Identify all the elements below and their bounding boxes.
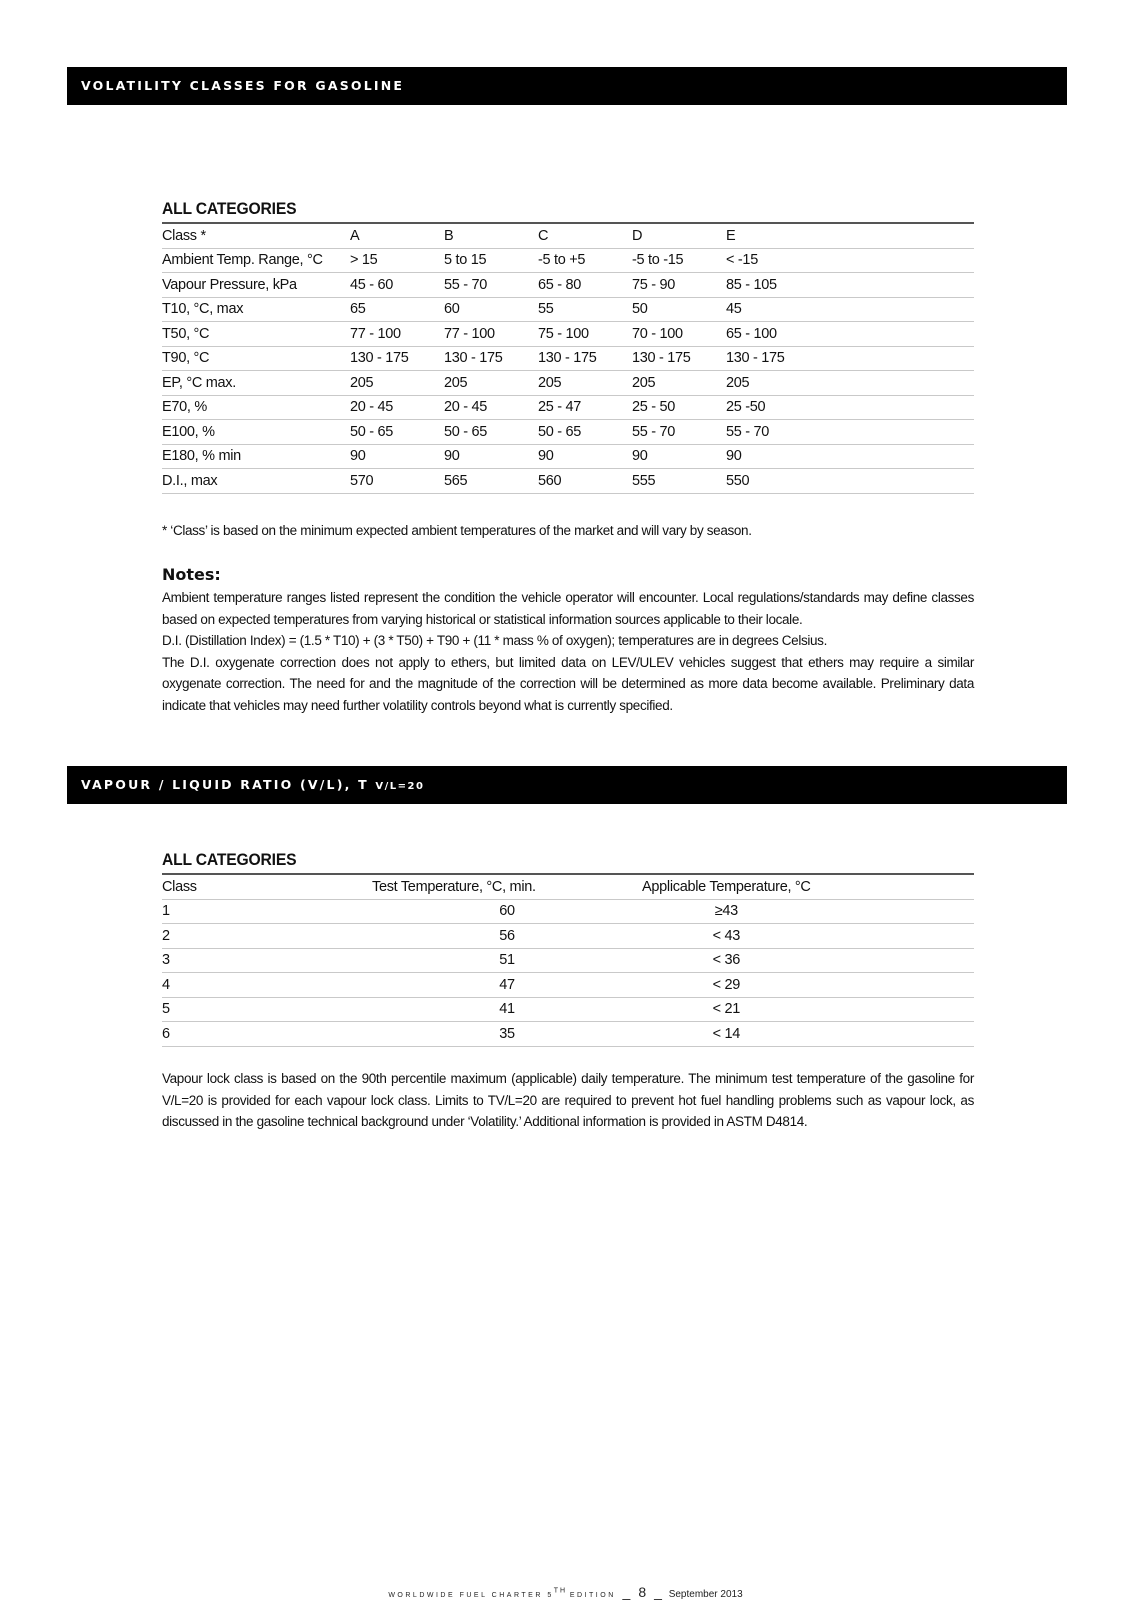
table-cell: 51 [372, 948, 642, 973]
table-cell: 20 - 45 [350, 395, 444, 420]
table-cell: C [538, 223, 632, 248]
table-cell: 90 [632, 444, 726, 469]
section-header-subscript: V/L=20 [375, 781, 425, 792]
table-cell: 90 [350, 444, 444, 469]
table-cell: 70 - 100 [632, 322, 726, 347]
notes-title: Notes: [162, 565, 221, 584]
table-cell: 65 - 80 [538, 273, 632, 298]
table-cell: < -15 [726, 248, 974, 273]
table-row [162, 297, 974, 322]
table-cell: < 29 [642, 973, 811, 998]
table-cell: 205 [538, 371, 632, 396]
table-row [162, 948, 974, 973]
table2-title: ALL CATEGORIES [162, 851, 297, 869]
notes-paragraph: D.I. (Distillation Index) = (1.5 * T10) + (3 * T50) + T90 + (11 * mass % of oxygen); temperatures are in degrees Celsius. [162, 633, 827, 648]
table-cell: 77 - 100 [350, 322, 444, 347]
table-cell: 205 [444, 371, 538, 396]
table-cell: 50 - 65 [350, 420, 444, 445]
table-cell: T50, °C [162, 322, 350, 347]
table-row [162, 1022, 974, 1047]
table-cell: D [632, 223, 726, 248]
table-cell: 3 [162, 948, 372, 973]
table-cell: 41 [372, 997, 642, 1022]
table-cell: 25 -50 [726, 395, 974, 420]
table-cell: 85 - 105 [726, 273, 974, 298]
table-cell: 55 [538, 297, 632, 322]
table-row [162, 322, 974, 347]
table-cell: 56 [372, 924, 642, 949]
table-cell: Class [162, 874, 372, 899]
footer-page-number: 8 [638, 1584, 647, 1600]
footer-edition: EDITION [569, 1592, 616, 1599]
table-cell: 55 - 70 [726, 420, 974, 445]
table-header-row [162, 223, 974, 248]
notes-body [162, 587, 974, 716]
table-cell: > 15 [350, 248, 444, 273]
table-row [162, 924, 974, 949]
table-cell: 555 [632, 469, 726, 494]
footer-date: September 2013 [668, 1589, 743, 1600]
table-cell: 75 - 90 [632, 273, 726, 298]
table-row [162, 444, 974, 469]
table-cell-empty [811, 997, 974, 1022]
table-cell: 50 - 65 [444, 420, 538, 445]
table-row [162, 248, 974, 273]
table-cell: 130 - 175 [538, 346, 632, 371]
table-cell: 130 - 175 [444, 346, 538, 371]
table-cell: 90 [444, 444, 538, 469]
table-cell: 5 to 15 [444, 248, 538, 273]
table-cell-empty [811, 924, 974, 949]
table-cell: E180, % min [162, 444, 350, 469]
table-cell: 55 - 70 [632, 420, 726, 445]
table-cell: Test Temperature, °C, min. [372, 874, 642, 899]
table-cell: -5 to +5 [538, 248, 632, 273]
table-cell: Applicable Temperature, °C [642, 874, 811, 899]
table-cell: 45 - 60 [350, 273, 444, 298]
table-cell: 6 [162, 1022, 372, 1047]
table-cell: 60 [372, 899, 642, 924]
table-cell: E [726, 223, 974, 248]
table-cell: Class * [162, 223, 350, 248]
volatility-classes-table [162, 222, 974, 494]
table-row [162, 395, 974, 420]
section-header-title: VOLATILITY CLASSES FOR GASOLINE [81, 78, 405, 93]
table-cell: ≥43 [642, 899, 811, 924]
table-cell-empty [811, 899, 974, 924]
table-cell: T90, °C [162, 346, 350, 371]
table-row [162, 899, 974, 924]
table-cell: 77 - 100 [444, 322, 538, 347]
table-cell: 130 - 175 [726, 346, 974, 371]
table-cell: E100, % [162, 420, 350, 445]
table-row [162, 469, 974, 494]
section-header-vapour-liquid [67, 766, 1067, 804]
table-cell: 35 [372, 1022, 642, 1047]
table-cell: 130 - 175 [350, 346, 444, 371]
table-cell: 65 [350, 297, 444, 322]
table-cell: 205 [632, 371, 726, 396]
footer-superscript: TH [553, 1587, 568, 1595]
table-row [162, 420, 974, 445]
table-cell: 550 [726, 469, 974, 494]
table-cell: 4 [162, 973, 372, 998]
table-cell: 47 [372, 973, 642, 998]
table-cell: 205 [726, 371, 974, 396]
table-row [162, 371, 974, 396]
table-cell: E70, % [162, 395, 350, 420]
table-cell: 560 [538, 469, 632, 494]
table-cell: 570 [350, 469, 444, 494]
table-cell: < 43 [642, 924, 811, 949]
table-cell: 55 - 70 [444, 273, 538, 298]
table-cell: -5 to -15 [632, 248, 726, 273]
section-header-title: VAPOUR / LIQUID RATIO (V/L), T [81, 777, 376, 792]
table-cell: < 14 [642, 1022, 811, 1047]
notes-paragraph: The D.I. oxygenate correction does not apply to ethers, but limited data on LEV/ULEV vehicles suggest that ethers may require a similar oxygenate correction. The need for and the magnitude of the correction will be determined as more data become available. Preliminary data indicate that vehicles may need further volatility controls beyond what is currently specified. [162, 654, 974, 713]
table-row [162, 973, 974, 998]
table-cell: 1 [162, 899, 372, 924]
table-cell: A [350, 223, 444, 248]
table-cell: 20 - 45 [444, 395, 538, 420]
table-cell: < 21 [642, 997, 811, 1022]
table-cell: 130 - 175 [632, 346, 726, 371]
table-cell: 2 [162, 924, 372, 949]
class-footnote: * ‘Class’ is based on the minimum expected ambient temperatures of the market and will vary by season. [162, 523, 752, 538]
table-cell: 65 - 100 [726, 322, 974, 347]
table-row [162, 346, 974, 371]
table-cell-empty [811, 973, 974, 998]
table-cell-empty [811, 948, 974, 973]
table1-title: ALL CATEGORIES [162, 200, 297, 218]
table-cell: 50 - 65 [538, 420, 632, 445]
table-cell: EP, °C max. [162, 371, 350, 396]
table-cell: < 36 [642, 948, 811, 973]
table-cell: Vapour Pressure, kPa [162, 273, 350, 298]
table-cell: 50 [632, 297, 726, 322]
footer-page-suffix: _ [654, 1584, 662, 1600]
vapour-lock-paragraph: Vapour lock class is based on the 90th percentile maximum (applicable) daily temperature. The minimum test temperature of the gasoline for V/L=20 is provided for each vapour lock class. Limits to TV/L=20 are required to prevent hot fuel handling problems such as vapour lock, as discussed in the gasoline technical background under ‘Volatility.’ Additional information is provided in ASTM D4814. [162, 1071, 974, 1129]
table-cell: 5 [162, 997, 372, 1022]
table-cell-empty [811, 1022, 974, 1047]
vapour-lock-table [162, 873, 974, 1047]
table-cell: 90 [726, 444, 974, 469]
table-cell: 45 [726, 297, 974, 322]
table-cell: 25 - 50 [632, 395, 726, 420]
table-header-row [162, 874, 974, 899]
table-cell: 60 [444, 297, 538, 322]
page-footer [0, 1584, 1131, 1600]
table-cell: 75 - 100 [538, 322, 632, 347]
table-cell: 205 [350, 371, 444, 396]
table-cell: 25 - 47 [538, 395, 632, 420]
table-cell-empty [811, 874, 974, 899]
table-cell: D.I., max [162, 469, 350, 494]
footer-publication: WORLDWIDE FUEL CHARTER 5 [388, 1592, 554, 1599]
table-row [162, 273, 974, 298]
table-cell: B [444, 223, 538, 248]
table-cell: 90 [538, 444, 632, 469]
table-cell: T10, °C, max [162, 297, 350, 322]
table-cell: 565 [444, 469, 538, 494]
footer-page-prefix: _ [622, 1584, 631, 1600]
notes-paragraph: Ambient temperature ranges listed represent the condition the vehicle operator will encounter. Local regulations/standards may define classes based on expected temperatures from varying historical or statistical information sources applicable to their locale. [162, 590, 974, 627]
table-row [162, 997, 974, 1022]
table-cell: Ambient Temp. Range, °C [162, 248, 350, 273]
section-header-volatility [67, 67, 1067, 105]
